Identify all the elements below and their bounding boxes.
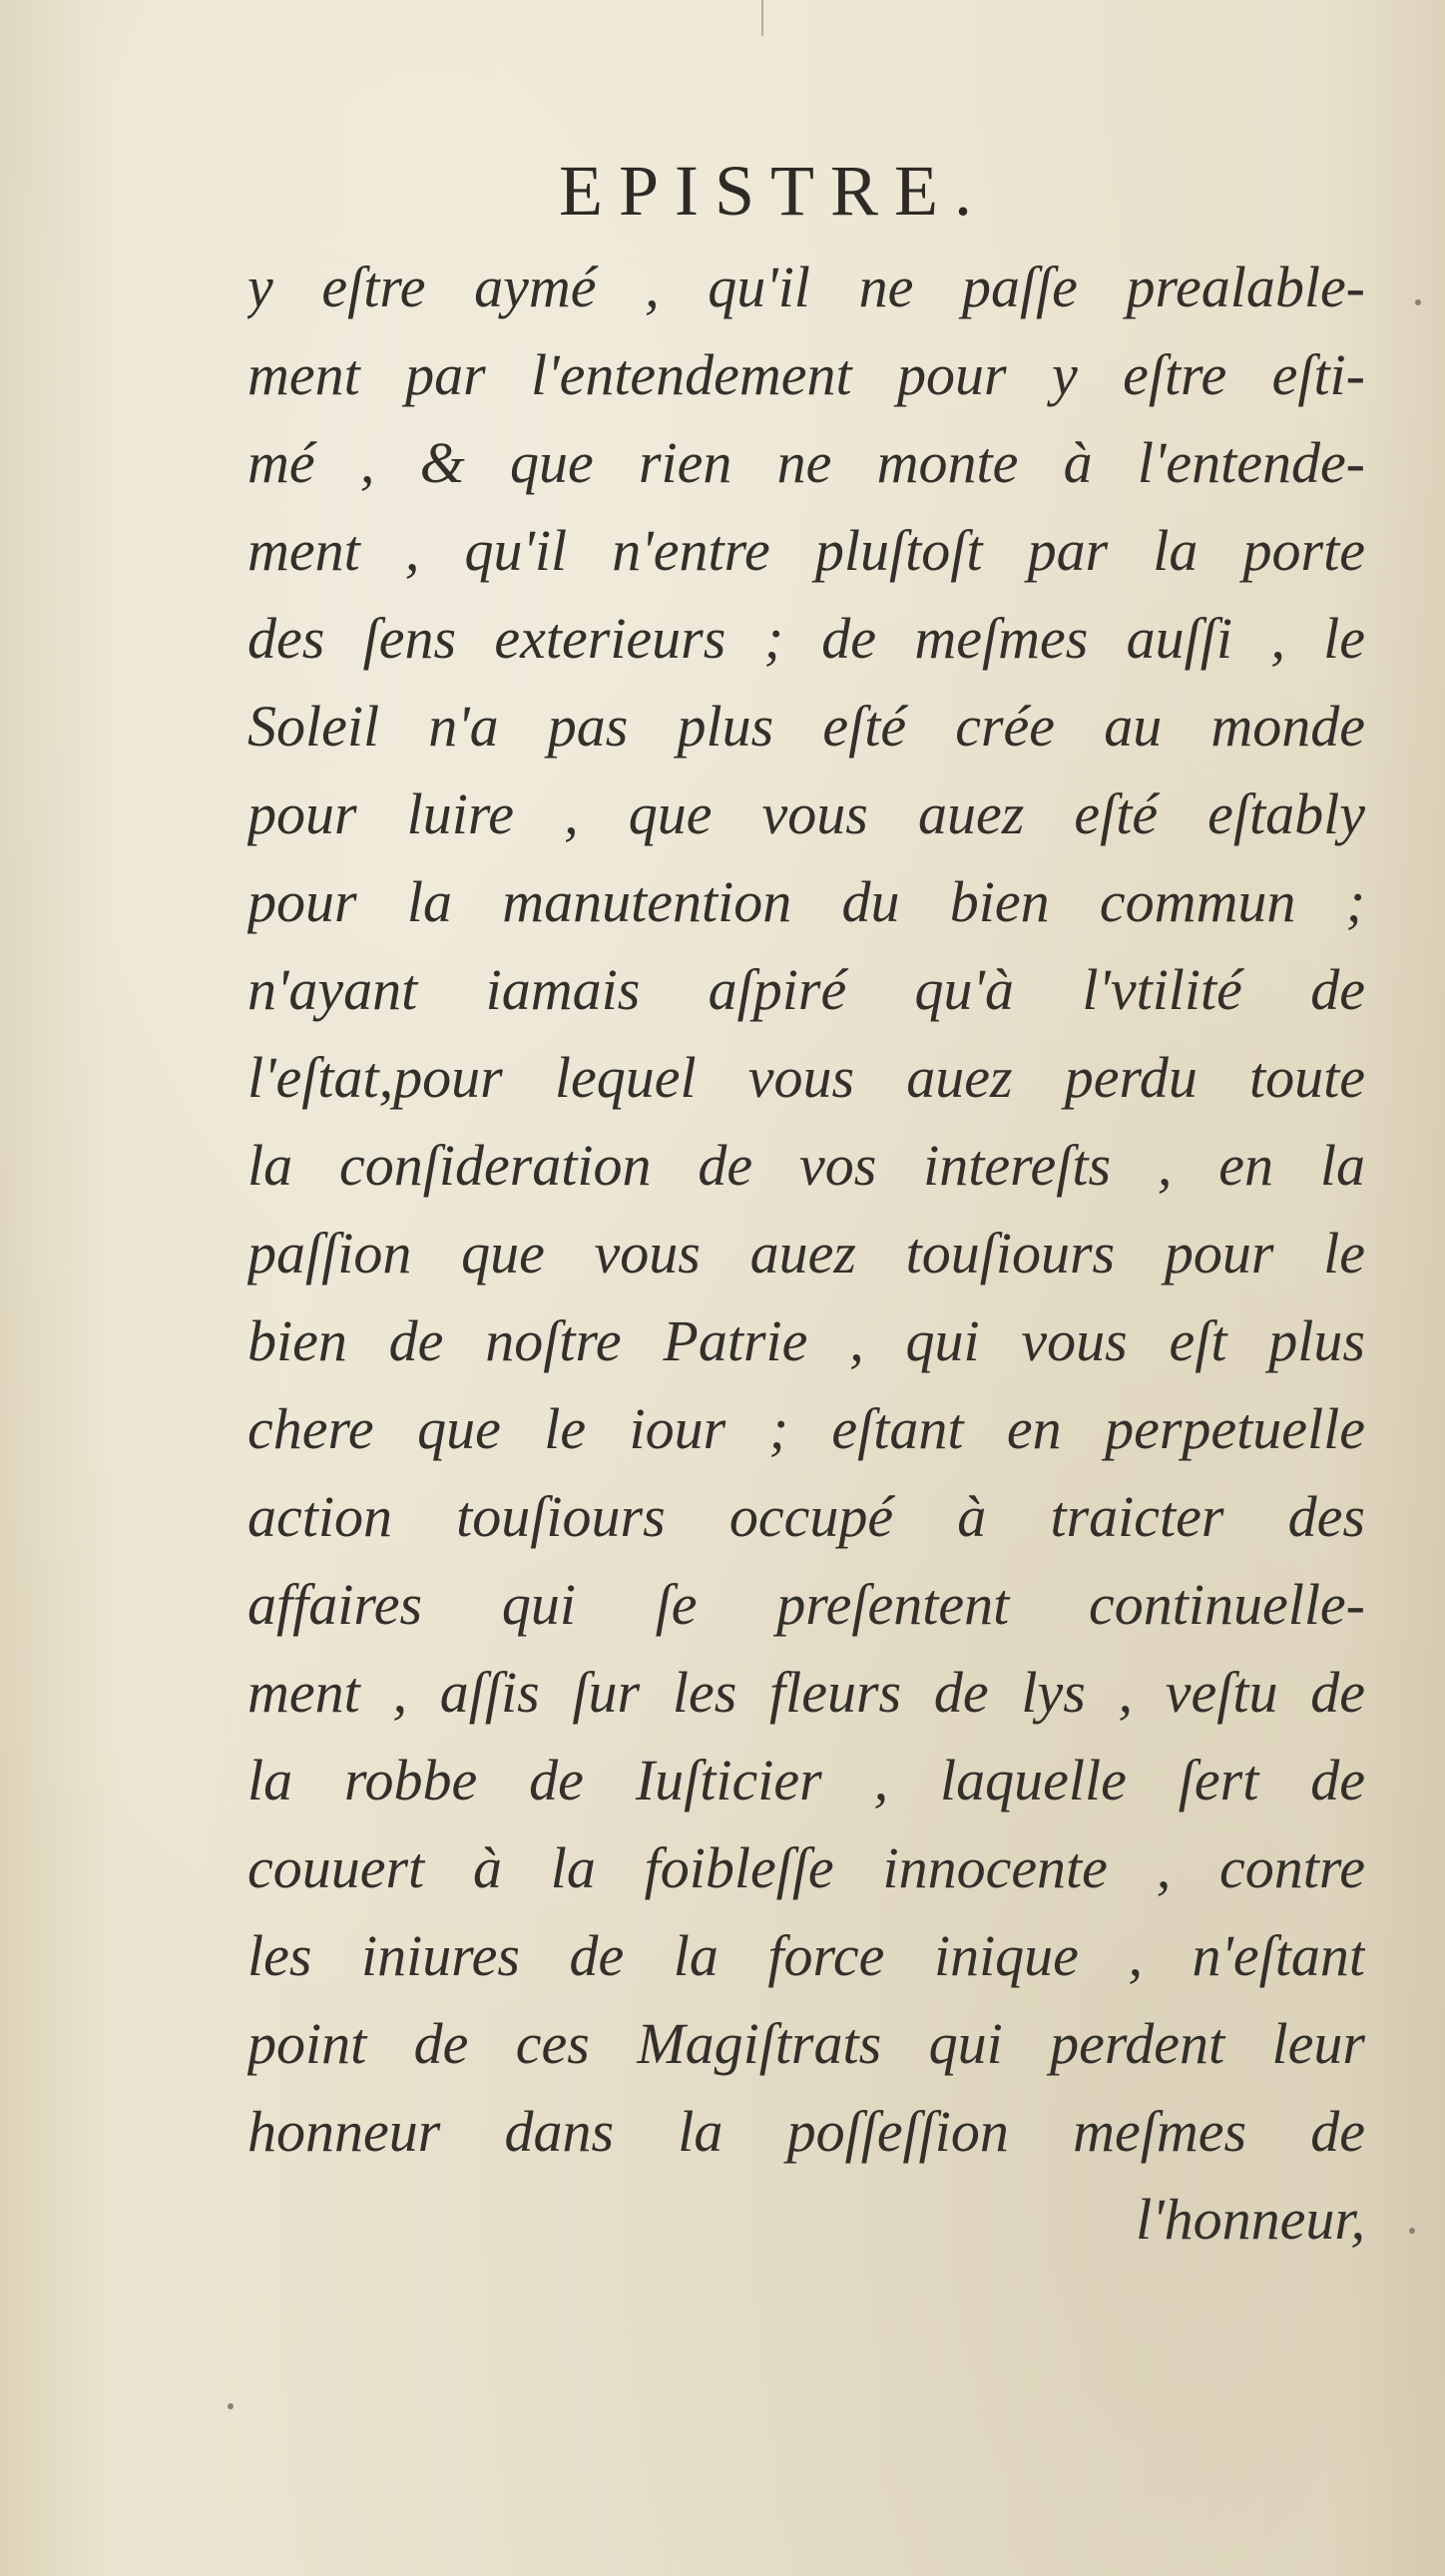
- paper-speck: [1415, 299, 1421, 305]
- text-line: couuert à la foibleſſe innocente , contre: [247, 1835, 1365, 1900]
- gutter-mark: [761, 0, 763, 36]
- text-line: la robbe de Iuſticier , laquelle ſert de: [247, 1748, 1365, 1812]
- text-line: la conſideration de vos intereſts , en la: [247, 1133, 1365, 1198]
- text-line: action touſiours occupé à traicter des: [247, 1484, 1365, 1549]
- text-line: y eſtre aymé , qu'il ne paſſe prealable-: [247, 255, 1365, 319]
- text-line: des ſens exterieurs ; de meſmes auſſi , le: [247, 606, 1365, 671]
- catchword: l'honneur,: [1136, 2187, 1365, 2252]
- text-line: honneur dans la poſſeſſion meſmes de: [247, 2099, 1365, 2164]
- text-line: point de ces Magiſtrats qui perdent leur: [247, 2011, 1365, 2076]
- text-line: chere que le iour ; eſtant en perpetuelle: [247, 1396, 1365, 1461]
- text-line: ment , qu'il n'entre pluſtoſt par la porte: [247, 518, 1365, 583]
- text-block: [247, 244, 1365, 2264]
- paper-speck: [228, 2403, 234, 2409]
- text-line: bien de noſtre Patrie , qui vous eſt plus: [247, 1308, 1365, 1373]
- text-line: mé , & que rien ne monte à l'entende-: [247, 430, 1365, 495]
- text-line: affaires qui ſe preſentent continuelle-: [247, 1572, 1365, 1637]
- text-line: Soleil n'a pas plus eſté crée au monde: [247, 694, 1365, 759]
- text-line: pour la manutention du bien commun ;: [247, 869, 1365, 934]
- text-line: paſſion que vous auez touſiours pour le: [247, 1221, 1365, 1286]
- text-line: ment par l'entendement pour y eſtre eſti-: [247, 342, 1365, 407]
- paper-speck: [1409, 2228, 1415, 2234]
- text-line: pour luire , que vous auez eſté eſtably: [247, 781, 1365, 846]
- text-line: ment , aſſis ſur les fleurs de lys , veſtu de: [247, 1660, 1365, 1725]
- text-line: l'eſtat,pour lequel vous auez perdu toute: [247, 1045, 1365, 1110]
- running-head: EPISTRE.: [559, 151, 989, 231]
- text-line: les iniures de la force inique , n'eſtant: [247, 1923, 1365, 1988]
- text-line: n'ayant iamais aſpiré qu'à l'vtilité de: [247, 957, 1365, 1022]
